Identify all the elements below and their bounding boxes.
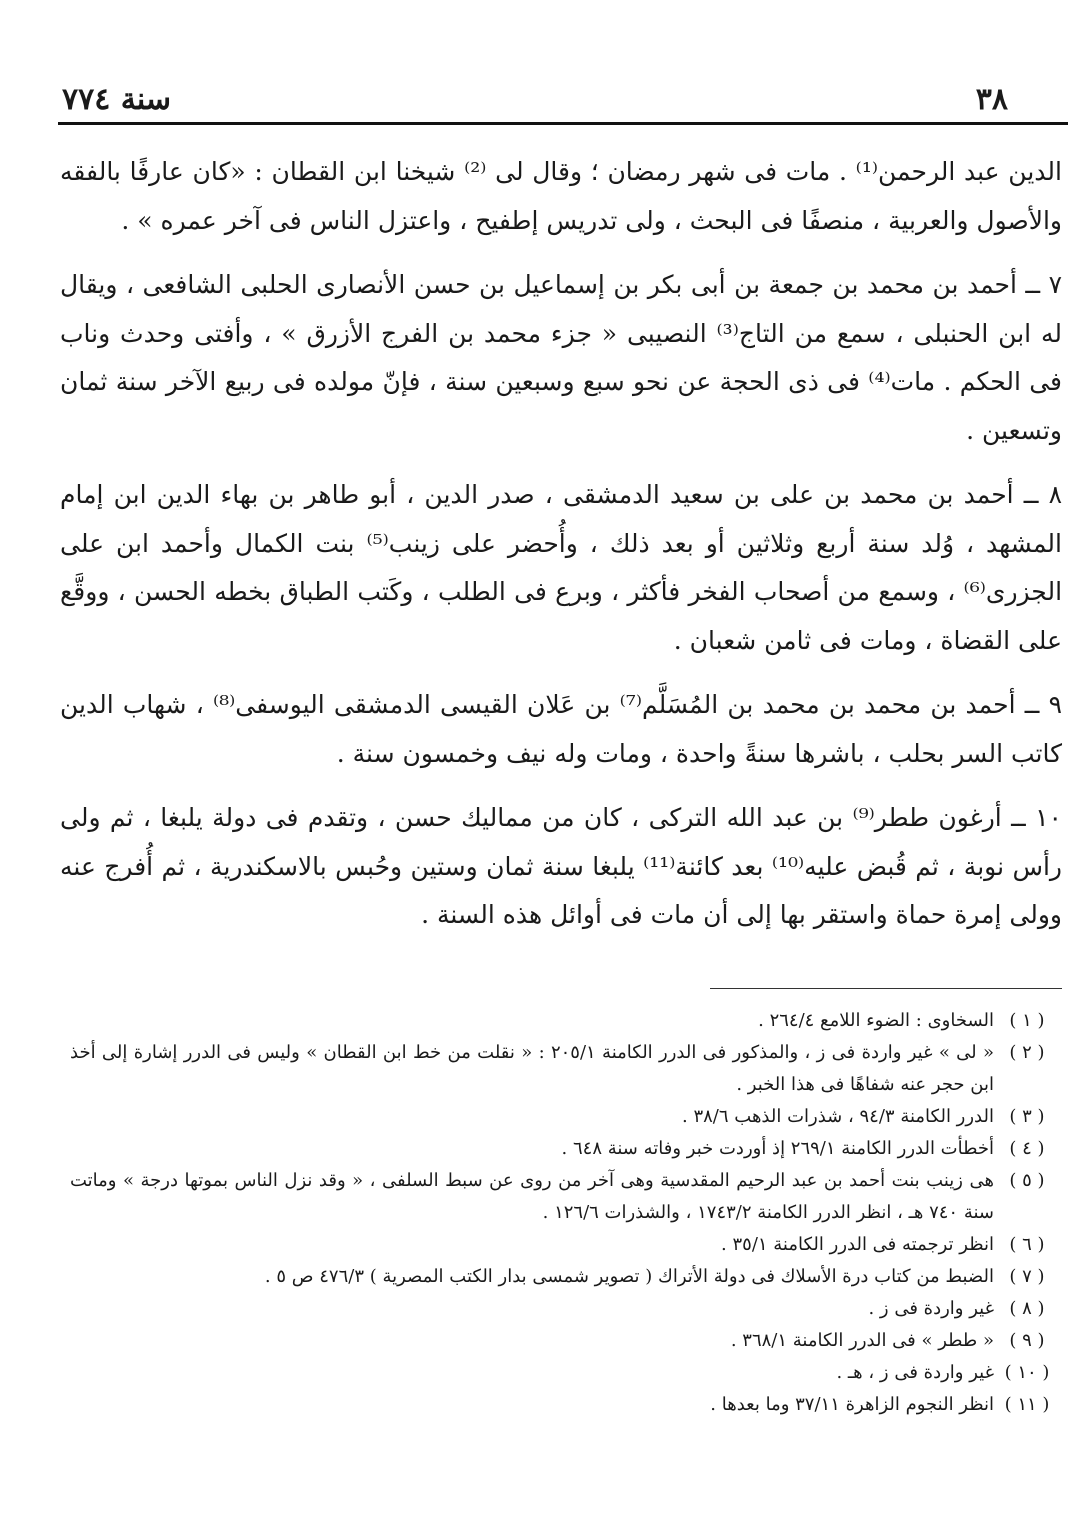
footnote-text: « ططر » فى الدرر الكامنة ٣٦٨/١ . [730,1330,994,1351]
footnote-rule [710,988,1062,989]
footnote-text: غير واردة فى ز ، هـ . [836,1362,994,1383]
footnotes [70,1005,1060,1421]
paragraph: الدين عبد الرحمن⁽¹⁾ . مات فى شهر رمضان ؛ وقال لى ⁽²⁾ شيخنا ابن القطان : «كان عارفًا بالفقه والأصول والعربية ، منصفًا فى البحث ، ولى تدريس إطفيح ، واعتزل الناس فى آخر عمره » . [60,157,1062,235]
footnote [70,1261,1060,1293]
footnote-text: الضبط من كتاب درة الأسلاك فى دولة الأتراك ( تصوير شمسى بدار الكتب المصرية ) ٤٧٦/٣ ص ٥ . [264,1266,994,1287]
footnote [70,1325,1060,1357]
footnote-text: انظر النجوم الزاهرة ٣٧/١١ وما بعدها . [710,1394,994,1415]
footnote-number: ( ٩ ) [1009,1330,1045,1351]
footnote-number: ( ١ ) [1009,1010,1045,1031]
footnote-number: ( ٨ ) [1009,1298,1045,1319]
paragraph-entry-10: ١٠ ــ أرغون ططر⁽⁹⁾ بن عبد الله التركى ، كان من مماليك حسن ، وتقدم فى دولة يلبغا ، ثم ولى رأس نوبة ، ثم قُبض عليه⁽¹⁰⁾ بعد كائنة⁽¹¹⁾ يلبغا سنة ثمان وستين وحُبس بالاسكندرية ، ثم أُفرج عنه وولى إمرة حماة واستقر بها إلى أن مات فى أوائل هذه السنة . [60,803,1062,929]
footnote-number: ( ٤ ) [1009,1138,1045,1159]
footnote [70,1005,1060,1037]
footnote-number: ( ٢ ) [1009,1042,1045,1063]
footnote-number: ( ٦ ) [1009,1234,1045,1255]
footnote-text: انظر ترجمته فى الدرر الكامنة ٣٥/١ . [721,1234,994,1255]
paragraph-entry-9: ٩ ــ أحمد بن محمد بن محمد بن المُسَلَّم⁽⁷⁾ بن عَلان القيسى الدمشقى اليوسفى⁽⁸⁾ ، شهاب الدين كاتب السر بحلب ، باشرها سنةً واحدة ، ومات وله نيف وخمسون سنة . [60,690,1062,768]
footnote [70,1293,1060,1325]
footnote-text: أخطأت الدرر الكامنة ٢٦٩/١ إذ أوردت خبر وفاته سنة ٦٤٨ . [561,1138,994,1159]
footnote [70,1133,1060,1165]
paragraph-entry-8: ٨ ــ أحمد بن محمد بن على بن سعيد الدمشقى ، صدر الدين ، أبو طاهر بن بهاء الدين ابن إمام المشهد ، وُلد سنة أربع وثلاثين أو بعد ذلك ، وأُحضر على زينب⁽⁵⁾ بنت الكمال وأحمد ابن على الجزرى⁽⁶⁾ ، وسمع من أصحاب الفخر فأكثر ، وبرع فى الطلب ، وكَتب الطباق بخطه الحسن ، ووقَّع على القضاة ، ومات فى ثامن شعبان . [60,480,1063,655]
footnote-text: « لى » غير واردة فى ز ، والمذكور فى الدرر الكامنة ٢٠٥/١ : « نقلت من خط ابن القطان » وليس فى الدرر إشارة إلى أخذ ابن حجر عنه شفاهًا فى هذا الخبر . [70,1042,995,1095]
footnote-text: السخاوى : الضوء اللامع ٢٦٤/٤ . [758,1010,994,1031]
main-text [60,148,1062,956]
footnote-number: ( ٥ ) [1009,1170,1045,1191]
page-header [58,70,1068,122]
footnote-text: غير واردة فى ز . [868,1298,994,1319]
header-rule [58,122,1068,125]
footnote-number: ( ١٠ ) [1004,1362,1050,1383]
footnote-number: ( ٧ ) [1009,1266,1045,1287]
footnote-number: ( ٣ ) [1009,1106,1045,1127]
footnote-number: ( ١١ ) [1004,1394,1050,1415]
footnote-text: هى زينب بنت أحمد بن عبد الرحيم المقدسية وهى آخر من روى عن سبط السلفى ، « وقد نزل الناس بموتها درجة » وماتت سنة ٧٤٠ هـ ، انظر الدرر الكامنة ١٧٤٣/٢ ، والشذرات ١٢٦/٦ . [70,1170,994,1223]
page-number: ٣٨ [975,82,1008,117]
paragraph-entry-7: ٧ ــ أحمد بن محمد بن جمعة بن أبى بكر بن إسماعيل بن حسن الأنصارى الحلبى الشافعى ، ويقال له ابن الحنبلى ، سمع من التاج⁽³⁾ النصيبى « جزء محمد بن الفرج الأزرق » ، وأفتى وحدث وناب فى الحكم . مات⁽⁴⁾ فى ذى الحجة عن نحو سبع وسبعين سنة ، فإنّ مولده فى ربيع الآخر سنة ثمان وتسعين . [60,270,1062,445]
footnote-text: الدرر الكامنة ٩٤/٣ ، شذرات الذهب ٣٨/٦ . [682,1106,994,1127]
footnote [70,1037,1060,1101]
footnote [70,1357,1060,1389]
footnote [70,1101,1060,1133]
footnote [70,1229,1060,1261]
header-year: سنة ٧٧٤ [62,82,172,117]
footnote [70,1389,1060,1421]
footnote [70,1165,1060,1229]
